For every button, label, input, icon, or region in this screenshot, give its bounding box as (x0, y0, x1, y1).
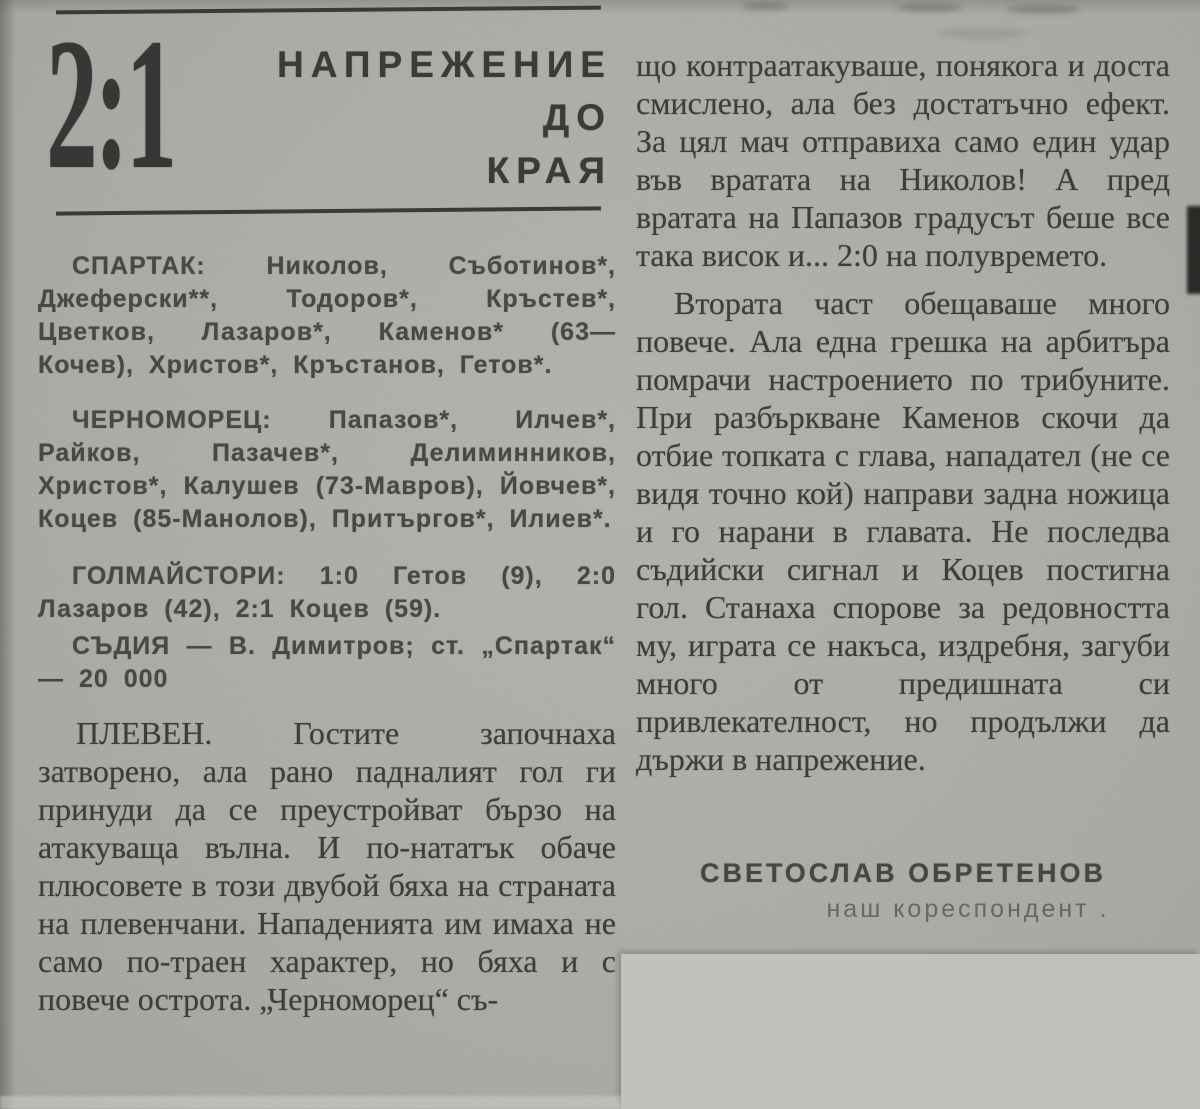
scan-smudge (1006, 5, 1080, 14)
scan-smudge (742, 2, 788, 10)
byline-block (636, 858, 1170, 924)
scan-edge-bottom (0, 1096, 621, 1109)
match-score: 2:1 (46, 0, 174, 208)
headline-line-3: КРАЯ (486, 150, 612, 191)
article-headline (192, 38, 612, 197)
referee-line: СЪДИЯ — В. Димитров; ст. „Спартак“ — 20 000 (38, 632, 616, 693)
bottom-rule (56, 206, 601, 222)
report-continuation-paragraph: що контраатакуваше, понякога и доста смислено, ала без достатъчно ефект. За цял мач отправиха само един удар във вратата на Николов! А пред вратата на Папазов градусът беше все така висок и... 2:0 на полувремето. (636, 47, 1170, 273)
lineup-spartak: СПАРТАК: Николов, Съботинов*, Джеферски**, Тодоров*, Кръстев*, Цветков, Лазаров*, Каменов* (63—Кочев), Христов*, Кръстанов, Гетов*. (38, 252, 616, 379)
headline-line-2: ДО (542, 97, 612, 138)
scan-smudge (938, 28, 1028, 39)
report-intro-paragraph: ПЛЕВЕН. Гостите започнаха затворено, ала рано падналият гол ги принуди да се преустройват бързо на атакуваща вълна. И по-нататък обаче плюсовете в този двубой бяха на страната на плевенчани. Нападенията им имаха не само по-траен характер, но бяха и с повече острота. „Черноморец“ съ- (38, 715, 616, 1017)
headline-line-1: НАПРЕЖЕНИЕ (276, 44, 612, 85)
right-column (636, 46, 1170, 778)
byline-role: наш кореспондент . (826, 895, 1110, 923)
right-edge-ink-bar (1187, 206, 1200, 294)
photo-placeholder (621, 954, 1200, 1109)
scan-smudge (896, 3, 962, 12)
report-second-half-paragraph: Втората част обещаваше много повече. Ала една грешка на арбитъра помрачи настроението по трибуните. При разбъркване Каменов скочи да отбие топката с глава, нападател (не се видя точно кой) направи задна ножица и го нарани в главата. Не последва съдийски сигнал и Коцев постигна гол. Станаха спорове за редовността му, играта се накъса, издребня, загуби много от предишната си привлекателност, но продължи да държи в напрежение. (636, 285, 1170, 777)
byline-author: СВЕТОСЛАВ ОБРЕТЕНОВ (699, 858, 1107, 888)
article-header (38, 0, 616, 220)
lineup-chernomorets: ЧЕРНОМОРЕЦ: Папазов*, Илчев*, Райков, Пазачев*, Делиминников, Христов*, Калушев (73-Мавров), Йовчев*, Коцев (85-Манолов), Притъргов*, Илиев*. (38, 406, 616, 533)
goalscorers-line: ГОЛМАЙСТОРИ: 1:0 Гетов (9), 2:0 Лазаров (42), 2:1 Коцев (59). (38, 562, 616, 623)
